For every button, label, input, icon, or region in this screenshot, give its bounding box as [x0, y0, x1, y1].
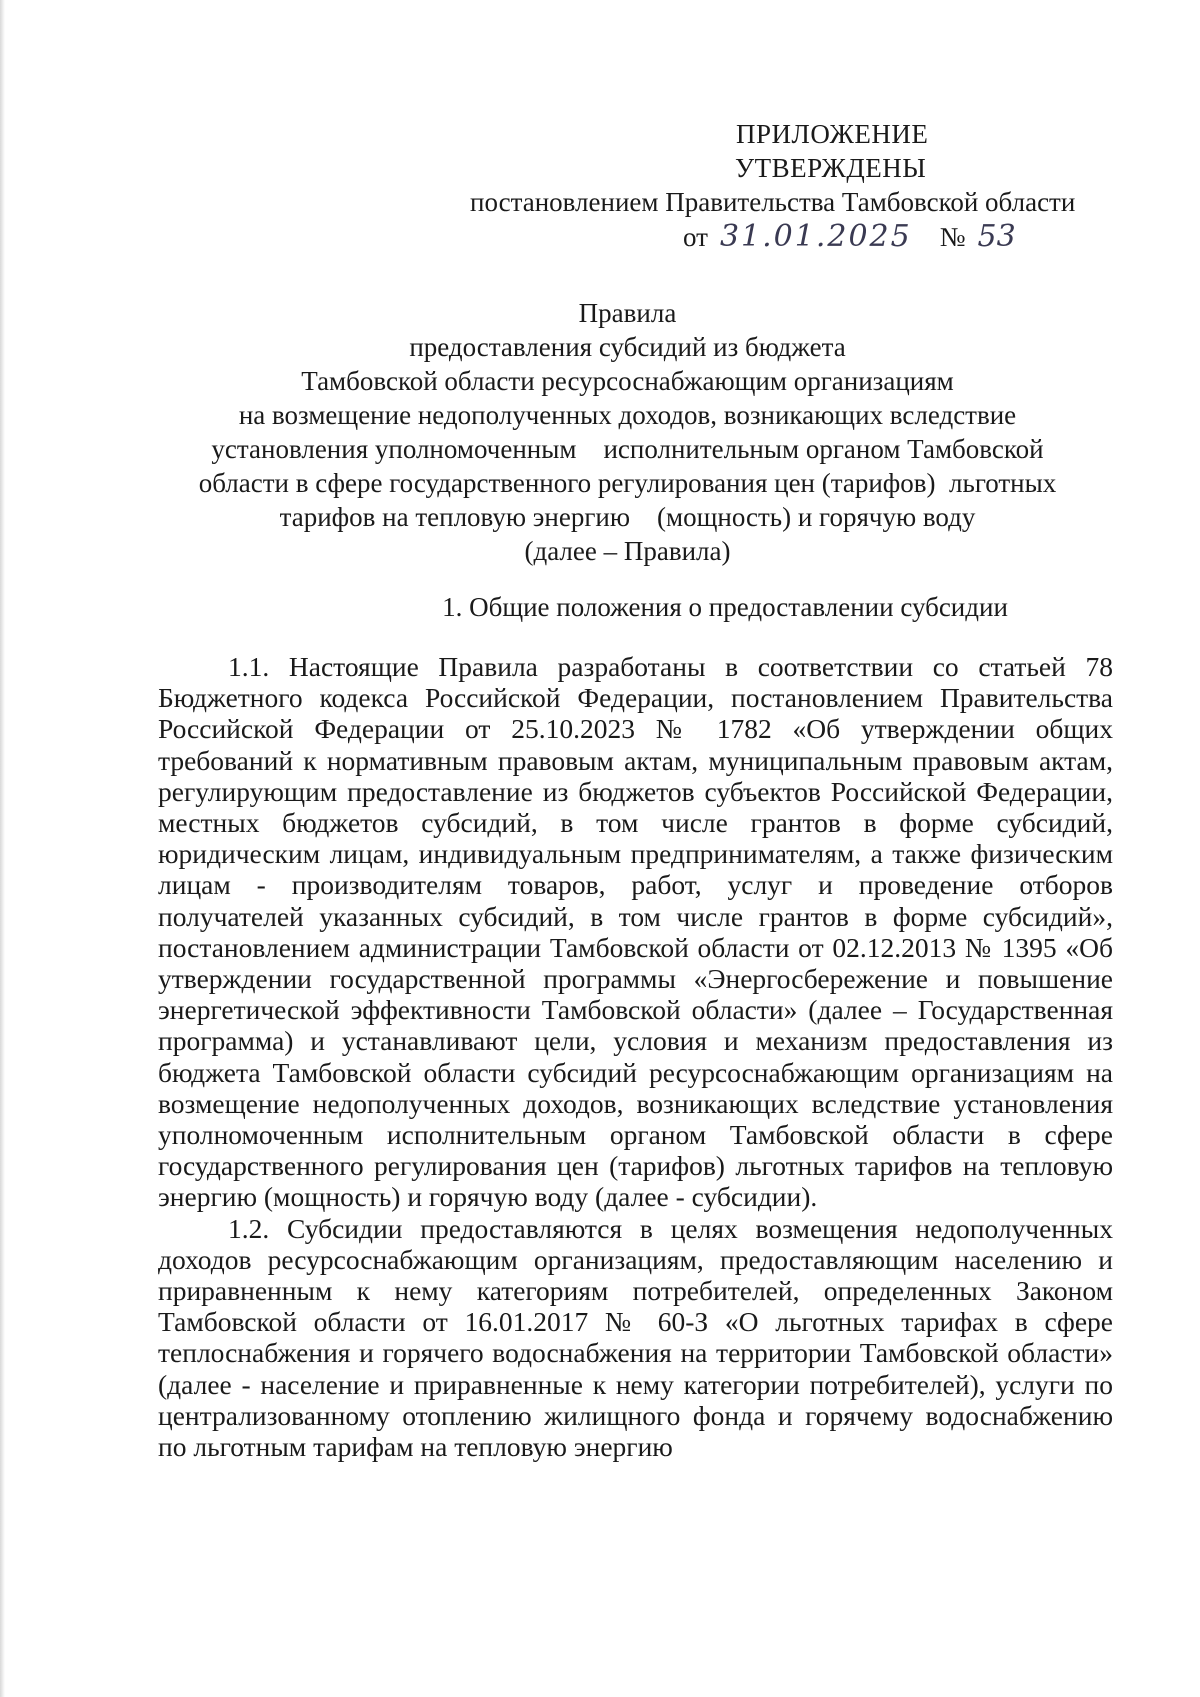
- title-line: Правила: [578, 298, 677, 328]
- handwritten-date: 31.01.2025: [719, 219, 912, 254]
- appendix-label: ПРИЛОЖЕНИЕ: [736, 119, 929, 149]
- handwritten-number: 53: [977, 219, 1016, 254]
- approved-label: УТВЕРЖДЕНЫ: [735, 153, 927, 183]
- title-line: (далее – Правила): [524, 536, 731, 566]
- paragraph: 1.2. Субсидии предоставляются в целях возмещения недополученных доходов ресурсоснабжающим организациям, предоставляющим населению и приравненным к нему категориям потребителей, определенных Законом Тамбовской области от 16.01.2017 № 60-З «О льготных тарифах в сфере теплоснабжения и горячего водоснабжения на территории Тамбовской области» (далее - население и приравненные к нему категории потребителей), услуги по централизованному отоплению жилищного фонда и горячему водоснабжению по льготным тарифам на тепловую энергию: [158, 1212, 1113, 1463]
- document-title: [150, 296, 1105, 568]
- title-line: предоставления субсидий из бюджета: [409, 332, 846, 362]
- title-line: Тамбовской области ресурсоснабжающим организациям: [301, 366, 954, 396]
- title-line: установления уполномоченным исполнительным органом Тамбовской: [211, 434, 1044, 464]
- number-label: №: [939, 222, 966, 252]
- document-body: [158, 651, 1113, 1462]
- title-line: на возмещение недополученных доходов, возникающих вследствие: [238, 400, 1017, 430]
- scan-edge-shadow: [0, 0, 5, 1697]
- from-label: от: [683, 222, 708, 252]
- title-line: области в сфере государственного регулирования цен (тарифов) льготных: [198, 468, 1057, 498]
- resolution-date-number: [683, 220, 1016, 254]
- title-line: тарифов на тепловую энергию (мощность) и горячую воду: [279, 502, 976, 532]
- section-heading: 1. Общие положения о предоставлении субсидии: [442, 592, 1008, 622]
- paragraph: 1.1. Настоящие Правила разработаны в соответствии со статьей 78 Бюджетного кодекса Российской Федерации, постановлением Правительства Российской Федерации от 25.10.2023 № 1782 «Об утверждении общих требований к нормативным правовым актам, муниципальным правовым актам, регулирующим предоставление из бюджетов субъектов Российской Федерации, местных бюджетов субсидий, в том числе грантов в форме субсидий, юридическим лицам, индивидуальным предпринимателям, а также физическим лицам - производителям товаров, работ, услуг и проведение отборов получателей указанных субсидий, в том числе грантов в форме субсидий», постановлением администрации Тамбовской области от 02.12.2013 № 1395 «Об утверждении государственной программы «Энергосбережение и повышение энергетической эффективности Тамбовской области» (далее – Государственная программа) и устанавливают цели, условия и механизм предоставления из бюджета Тамбовской области субсидий ресурсоснабжающим организациям на возмещение недополученных доходов, возникающих вследствие установления уполномоченным исполнительным органом Тамбовской области в сфере государственного регулирования цен (тарифов) льготных тарифов на тепловую энергию (мощность) и горячую воду (далее - субсидии).: [158, 651, 1113, 1213]
- resolution-reference: постановлением Правительства Тамбовской области: [470, 187, 1076, 217]
